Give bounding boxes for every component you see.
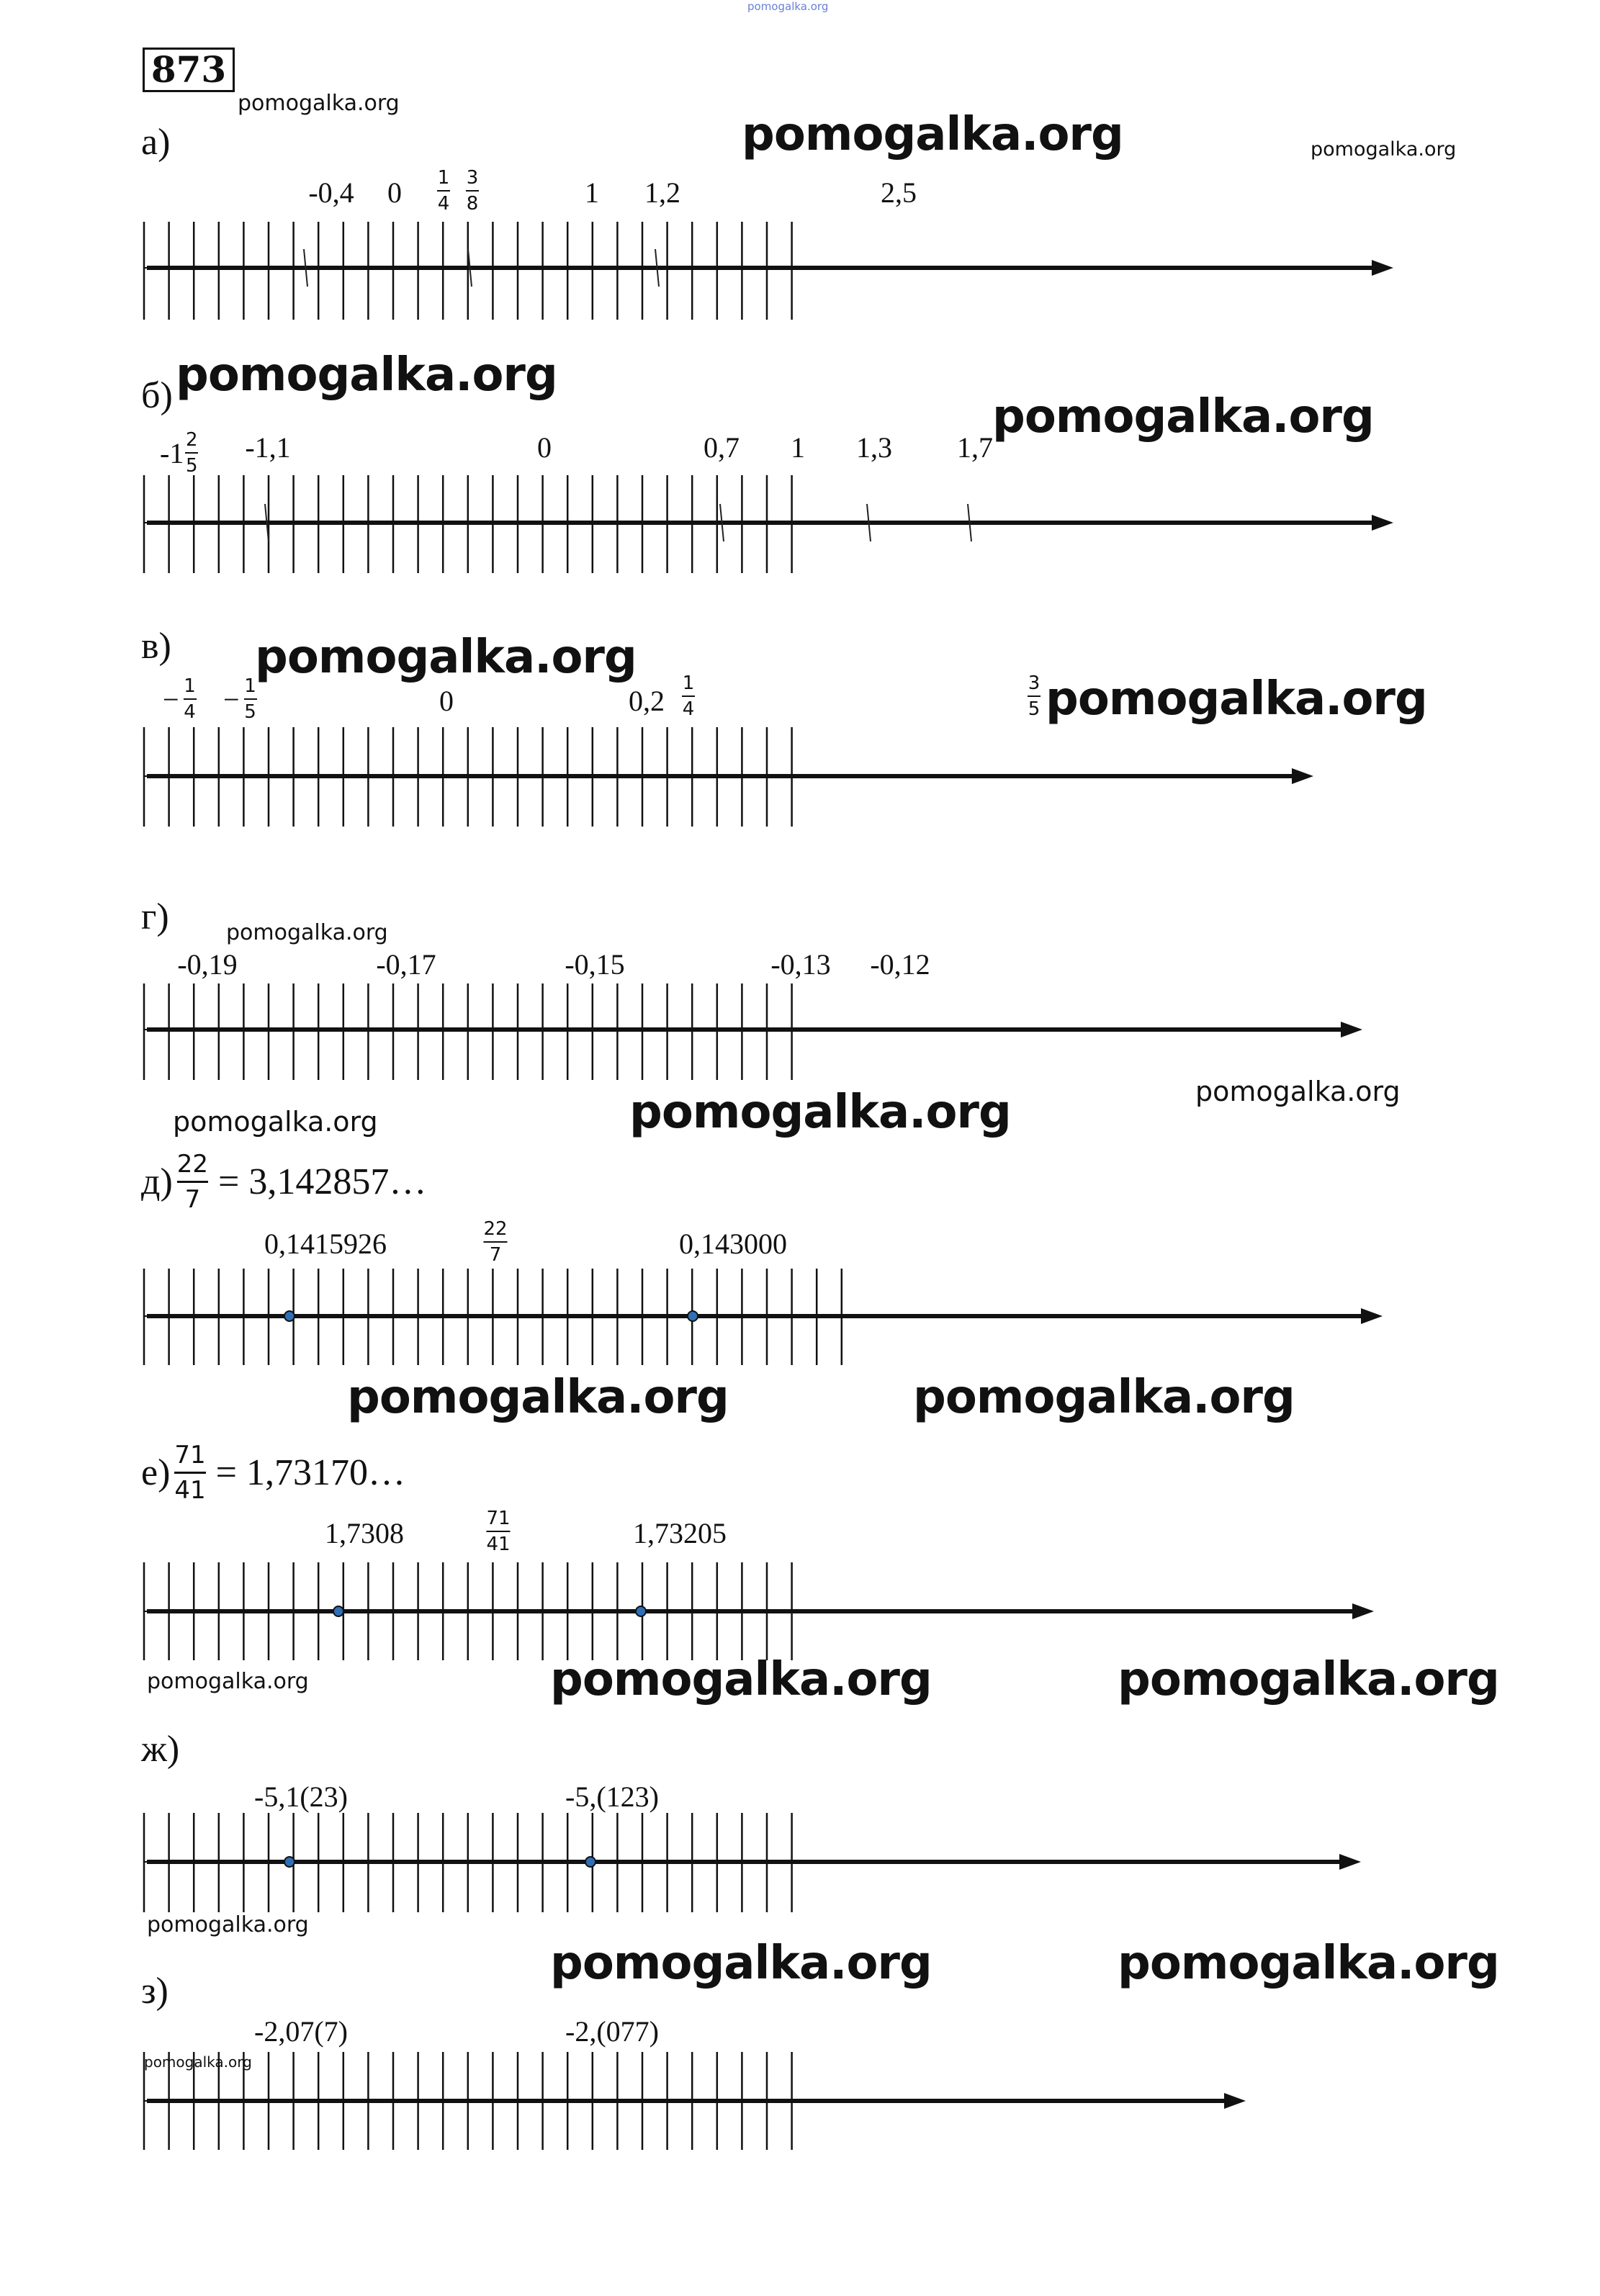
point-label: -0,17 [376, 948, 436, 981]
point-label: 0,143000 [679, 1228, 787, 1260]
fraction-label: 71 41 [486, 1508, 511, 1555]
watermark: pomogalka.org [147, 1912, 309, 1937]
part-g-letter: г) [141, 896, 169, 937]
point-label: -5,1(23) [254, 1780, 348, 1813]
fraction-label: 3 5 [1028, 672, 1041, 720]
part-e-equation: е) $\frac{71}{41}$ = 1,73170… [141, 1441, 405, 1505]
part-v-letter: в) [141, 626, 171, 667]
watermark: pomogalka.org [173, 1106, 378, 1138]
part-e-letter: е) [141, 1452, 171, 1493]
point-label: 1,2 [644, 176, 680, 209]
point-label: 2,5 [881, 176, 917, 209]
watermark: pomogalka.org [550, 1653, 932, 1706]
point-label: 0 [537, 431, 552, 464]
part-zh-letter: ж) [141, 1729, 180, 1770]
point-label: 1 [585, 176, 599, 209]
point-label: -1,1 [245, 431, 291, 464]
point-label: -2,(077) [565, 2015, 659, 2048]
watermark: pomogalka.org [255, 631, 637, 684]
watermark: pomogalka.org [629, 1086, 1011, 1139]
point-label: 0 [439, 685, 454, 717]
point-label: 1 [791, 431, 805, 464]
part-d-equation: д) $\frac{22}{7}$ = 3,142857… [141, 1150, 427, 1214]
point-label: -0,19 [177, 948, 238, 981]
point-label: 1,73205 [633, 1517, 727, 1549]
equation-rhs: = 1,73170… [215, 1452, 405, 1493]
watermark: pomogalka.org [226, 920, 388, 945]
watermark: pomogalka.org [144, 2053, 252, 2071]
watermark: pomogalka.org [176, 348, 557, 402]
part-b-letter: б) [141, 375, 173, 416]
watermark: pomogalka.org [742, 108, 1123, 161]
watermark: pomogalka.org [550, 1937, 932, 1990]
watermark: pomogalka.org [1311, 138, 1457, 161]
point-label: -5,(123) [565, 1780, 659, 1813]
watermark: pomogalka.org [1195, 1076, 1401, 1107]
point-label: 0,7 [704, 431, 740, 464]
point-label: 1,3 [856, 431, 892, 464]
watermark: pomogalka.org [147, 1669, 309, 1694]
point-label: -0,12 [870, 948, 930, 981]
part-z-letter: з) [141, 1971, 168, 2012]
negative-fraction-label: − $\frac{1}{5}$ [223, 675, 256, 723]
point-label: 0,1415926 [264, 1228, 387, 1260]
fraction-label: 3 8 [466, 167, 479, 215]
point-label: -0,4 [308, 176, 354, 209]
watermark: pomogalka.org [1118, 1937, 1499, 1990]
fraction-label: 22 7 [483, 1218, 508, 1266]
part-d-letter: д) [141, 1161, 173, 1202]
point-label: 1,7308 [325, 1517, 404, 1549]
task-number: 873 [143, 48, 235, 92]
point-label: 0 [387, 176, 402, 209]
point-label: 0,2 [629, 685, 665, 717]
point-label: 1,7 [957, 431, 993, 464]
watermark: pomogalka.org [992, 390, 1374, 444]
point-label: -2,07(7) [254, 2015, 348, 2048]
fraction-label: 1 4 [437, 167, 450, 215]
top-watermark: pomogalka.org [747, 0, 829, 13]
point-label: -0,15 [565, 948, 625, 981]
watermark: pomogalka.org [1046, 672, 1427, 726]
mixed-number-label: -1 $\frac{2}{5}$ [160, 429, 198, 477]
point-label: -0,13 [770, 948, 831, 981]
watermark: pomogalka.org [913, 1371, 1295, 1424]
arrow-head-icon [1224, 2093, 1246, 2109]
part-a-letter: а) [141, 122, 171, 163]
fraction-label: 1 4 [682, 672, 695, 720]
watermark: pomogalka.org [347, 1371, 729, 1424]
watermark: pomogalka.org [1118, 1653, 1499, 1706]
equation-rhs: = 3,142857… [218, 1161, 427, 1202]
negative-fraction-label: − $\frac{1}{4}$ [163, 675, 196, 723]
watermark: pomogalka.org [238, 91, 400, 116]
